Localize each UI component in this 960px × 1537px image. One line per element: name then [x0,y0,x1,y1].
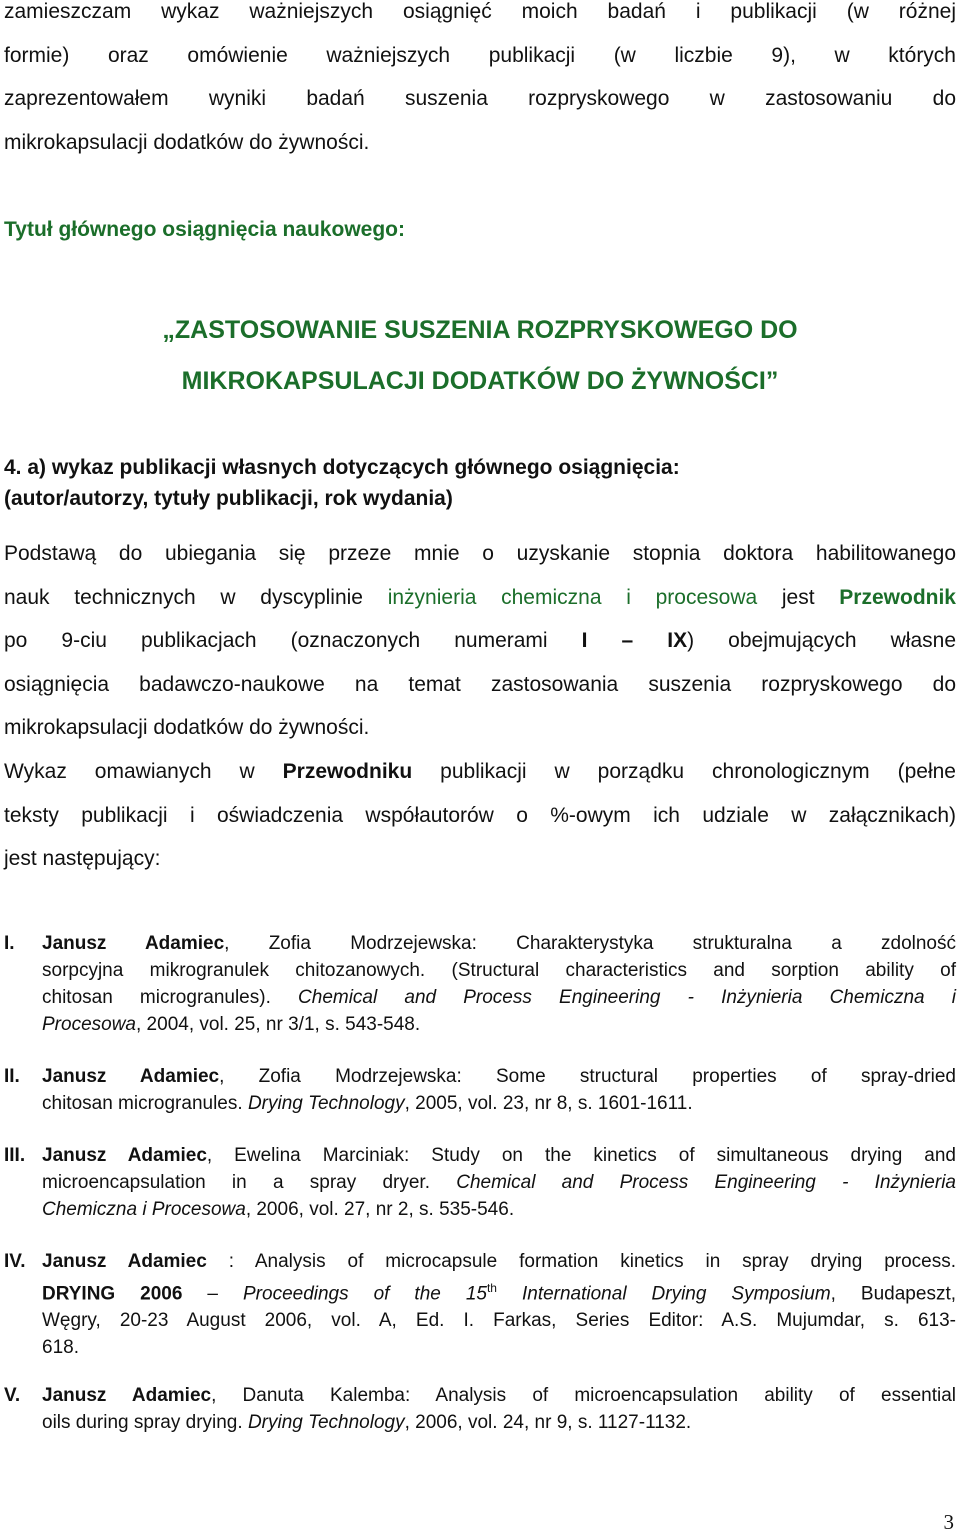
intro-line: zaprezentowałem wyniki badań suszenia rozpryskowego w zastosowaniu do [4,87,956,110]
publication-line: Janusz Adamiec, Danuta Kalemba: Analysis of microencapsulation ability of essential [42,1385,957,1406]
publication-line: 618. [42,1337,79,1359]
publication-line: Węgry, 20-23 August 2006, vol. A, Ed. I. Farkas, Series Editor: A.S. Mujumdar, s. 613- [42,1310,956,1332]
publication-item [4,1248,956,1361]
list-intro-paragraph [4,750,956,881]
publication-line: Chemiczna i Procesowa, 2006, vol. 27, nr 2, s. 535-546. [42,1199,515,1220]
main-title-line: „ZASTOSOWANIE SUSZENIA ROZPRYSKOWEGO DO [162,316,798,344]
publication-item [4,1063,956,1117]
section-heading [4,452,956,514]
main-title [0,305,960,407]
section-heading-line: 4. a) wykaz publikacji własnych dotyczących głównego osiągnięcia: [4,456,680,479]
publication-line: chitosan microgranules. Drying Technology, 2005, vol. 23, nr 8, s. 1601-1611. [42,1093,693,1114]
publication-line: oils during spray drying. Drying Technology, 2006, vol. 24, nr 9, s. 1127-1132. [42,1412,692,1433]
publication-item [4,930,956,1038]
section-heading-line: (autor/autorzy, tytuły publikacji, rok wydania) [4,487,453,510]
paragraph-line: nauk technicznych w dyscyplinie inżynieria chemiczna i procesowa jest Przewodnik [4,585,956,609]
page-number: 3 [943,1510,954,1534]
intro-paragraph [4,0,956,164]
publication-number: V. [4,1385,21,1406]
paragraph-line: Podstawą do ubiegania się przeze mnie o uzyskanie stopnia doktora habilitowanego [4,542,956,565]
publication-line: DRYING 2006 – Proceedings of the 15th International Drying Symposium, Budapeszt, [42,1281,956,1305]
achievement-title-label: Tytuł głównego osiągnięcia naukowego: [4,218,405,241]
paragraph-line: mikrokapsulacji dodatków do żywności. [4,716,370,739]
publication-item [4,1382,956,1436]
publication-line: chitosan microgranules). Chemical and Process Engineering - Inżynieria Chemiczna i [42,987,956,1008]
paragraph-line: teksty publikacji i oświadczenia współautorów o %-owym ich udziale w załącznikach) [4,803,956,827]
paragraph-line: jest następujący: [4,847,161,870]
publication-line: Janusz Adamiec, Ewelina Marciniak: Study on the kinetics of simultaneous drying and [42,1145,956,1166]
publication-number: III. [4,1145,26,1166]
publication-item [4,1142,956,1223]
publication-line: Procesowa, 2004, vol. 25, nr 3/1, s. 543-548. [42,1014,421,1035]
publication-line: microencapsulation in a spray dryer. Chemical and Process Engineering - Inżynieria [42,1172,956,1193]
intro-line: formie) oraz omówienie ważniejszych publikacji (w liczbie 9), w których [4,43,956,67]
paragraph-line: Wykaz omawianych w Przewodniku publikacji w porządku chronologicznym (pełne [4,760,956,783]
publication-line: Janusz Adamiec, Zofia Modrzejewska: Some structural properties of spray-dried [42,1066,956,1087]
publication-line: Janusz Adamiec, Zofia Modrzejewska: Charakterystyka strukturalna a zdolność [42,933,957,954]
publication-line: sorpcyjna mikrogranulek chitozanowych. (Structural characteristics and sorption ability of [42,960,956,981]
paragraph-line: po 9-ciu publikacjach (oznaczonych numerami I – IX) obejmujących własne [4,629,956,652]
publication-number: IV. [4,1251,26,1272]
paragraph-line: osiągnięcia badawczo-naukowe na temat zastosowania suszenia rozpryskowego do [4,672,956,696]
publication-line: Janusz Adamiec : Analysis of microcapsule formation kinetics in spray drying process. [42,1251,957,1272]
main-title-line: MIKROKAPSULACJI DODATKÓW DO ŻYWNOŚCI” [181,367,779,395]
publication-number: I. [4,933,15,954]
publication-number: II. [4,1066,20,1087]
basis-paragraph [4,532,956,750]
intro-line: zamieszczam wykaz ważniejszych osiągnięć moich badań i publikacji (w różnej [4,0,956,23]
intro-line: mikrokapsulacji dodatków do żywności. [4,130,370,154]
